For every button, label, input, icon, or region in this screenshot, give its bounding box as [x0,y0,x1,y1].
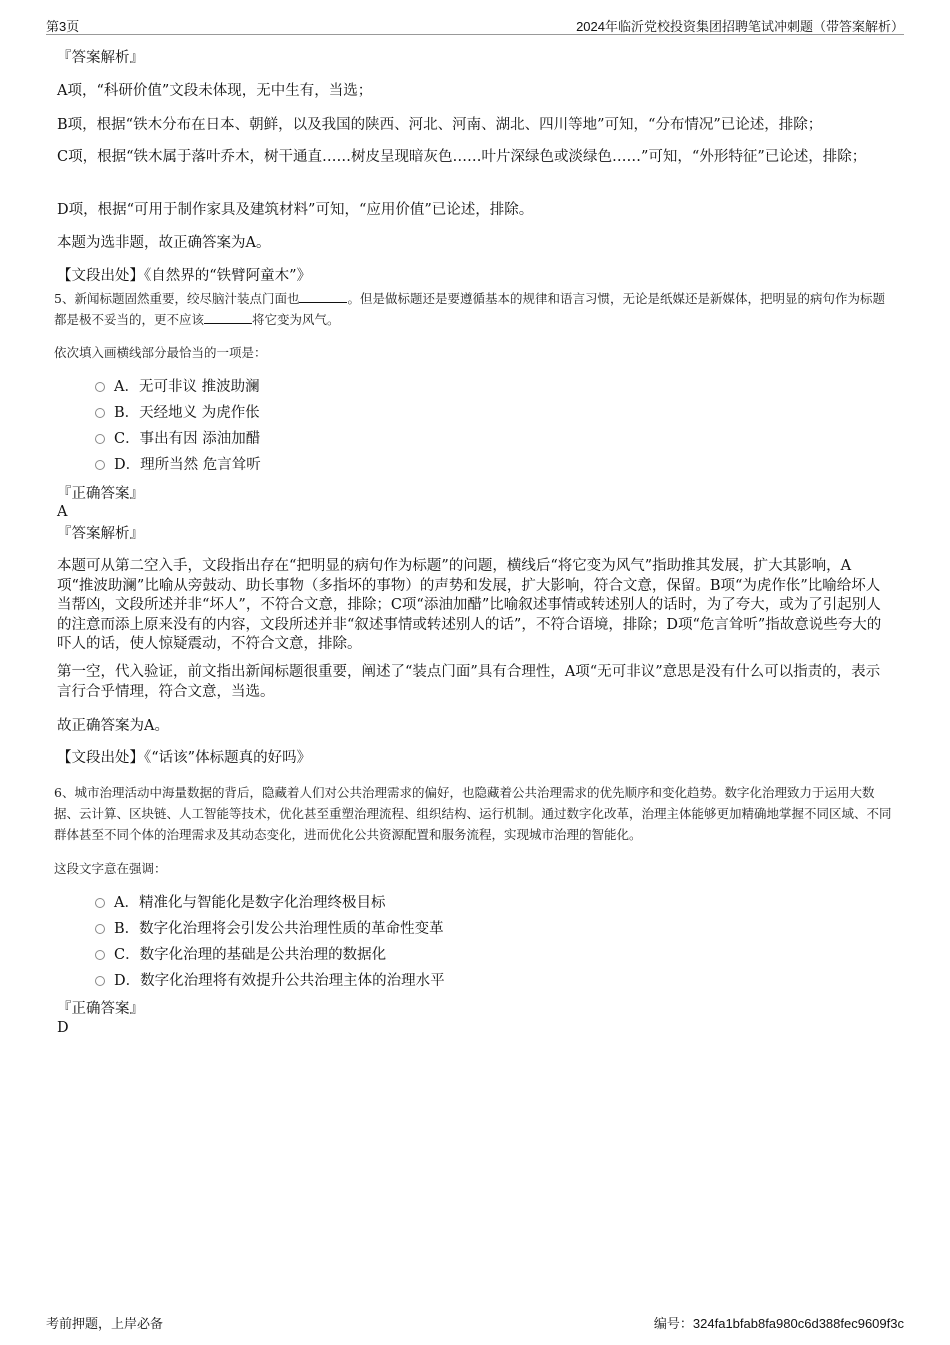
q6-option-c-label: C．数字化治理的基础是公共治理的数据化 [114,947,387,963]
q4-analysis-b: B项，根据“铁木分布在日本、朝鲜，以及我国的陕西、河北、河南、湖北、四川等地”可知，“分布情况”已论述，排除； [57,117,823,133]
q5-option-c[interactable] [95,429,260,449]
radio-icon[interactable] [95,460,105,470]
q5-stem-part2: 。但是做标题还是要遵循基本的规律和语言习惯，无论是纸媒还是新媒体，把明显的病句作为标题都是极不妥当的，更不应该 [54,291,885,327]
radio-icon[interactable] [95,898,105,908]
q6-option-b[interactable] [95,919,444,939]
footer-slogan: 考前押题，上岸必备 [46,1316,164,1331]
q5-stem [54,288,894,330]
q5-stem-part1: 5、新闻标题固然重要，绞尽脑汁装点门面也 [54,291,300,306]
q5-blank-2 [204,311,252,324]
q5-conclusion: 故正确答案为A。 [57,718,169,734]
q5-option-d[interactable] [95,455,261,475]
footer-serial: 编号：324fa1bfab8fa980c6d388fec9609f3c [653,1316,904,1331]
q6-option-b-label: B．数字化治理将会引发公共治理性质的革命性变革 [114,921,444,937]
q5-option-a[interactable] [95,377,260,397]
q6-option-c[interactable] [95,945,386,965]
q5-prompt: 依次填入画横线部分最恰当的一项是： [54,345,267,360]
q6-stem: 6、城市治理活动中海量数据的背后，隐藏着人们对公共治理需求的偏好，也隐藏着公共治理需求的优先顺序和变化趋势。数字化治理致力于运用大数据、云计算、区块链、人工智能等技术，优化甚至重塑治理流程、组织结构、运行机制。通过数字化改革，治理主体能够更加精确地掌握不同区域、不同群体甚至不同个体的治理需求及其动态变化，进而优化公共资源配置和服务流程，实现城市治理的智能化。 [54,785,892,842]
q6-option-a-label: A．精准化与智能化是数字化治理终极目标 [114,895,386,911]
page-footer [46,1313,904,1333]
q6-option-a[interactable] [95,893,385,913]
q5-answer-label: 『正确答案』 [57,486,144,502]
q5-option-d-label: D．理所当然 危言耸听 [114,457,261,473]
q4-source: 【文段出处】《自然界的“铁臂阿童木”》 [57,268,312,284]
q5-blank-1 [299,290,347,303]
page-header [46,14,904,35]
q4-analysis-d: D项，根据“可用于制作家具及建筑材料”可知，“应用价值”已论述，排除。 [57,202,534,218]
q5-stem-part3: 将它变为风气。 [252,312,340,327]
q4-conclusion: 本题为选非题，故正确答案为A。 [57,235,271,251]
q6-answer-label: 『正确答案』 [57,1001,144,1017]
q4-analysis-label: 『答案解析』 [57,50,144,66]
radio-icon[interactable] [95,382,105,392]
q5-analysis-label: 『答案解析』 [57,526,144,542]
q6-option-d-label: D．数字化治理将有效提升公共治理主体的治理水平 [114,973,445,989]
radio-icon[interactable] [95,976,105,986]
q6-prompt: 这段文字意在强调： [54,861,167,876]
q5-option-b-label: B．天经地义 为虎作伥 [114,405,260,421]
q5-option-a-label: A．无可非议 推波助澜 [114,379,260,395]
q4-analysis-c: C项，根据“铁木属于落叶乔木，树干通直……树皮呈现暗灰色……叶片深绿色或淡绿色……”可知，“外形特征”已论述，排除； [57,149,867,165]
q6-option-d[interactable] [95,971,445,991]
q5-option-c-label: C．事出有因 添油加醋 [114,431,261,447]
q5-option-b[interactable] [95,403,260,423]
q5-answer: A [57,504,68,520]
q5-analysis-para2: 第一空，代入验证，前文指出新闻标题很重要，阐述了“装点门面”具有合理性，A项“无可非议”意思是没有什么可以指责的，表示言行合乎情理，符合文意，当选。 [57,664,881,700]
radio-icon[interactable] [95,408,105,418]
q5-analysis-para1: 本题可从第二空入手，文段指出存在“把明显的病句作为标题”的问题，横线后“将它变为风气”指助推其发展，扩大其影响，A项“推波助澜”比喻从旁鼓动、助长事物（多指坏的事物）的声势和发展，扩大影响，符合文意，保留。B项“为虎作伥”比喻给坏人当帮凶，文段所述并非“坏人”，不符合文意，排除；C项“添油加醋”比喻叙述事情或转述别人的话时，为了夸大，或为了引起别人的注意而添上原来没有的内容，文段所述并非“叙述事情或转述别人的话”，不符合语境，排除；D项“危言耸听”指故意说些夸大的吓人的话，使人惊疑震动，不符合文意，排除。 [57,558,882,652]
page-number: 第3页 [46,19,80,34]
document-title: 2024年临沂党校投资集团招聘笔试冲刺题（带答案解析） [576,19,904,34]
q5-source: 【文段出处】《“话该”体标题真的好吗》 [57,750,312,766]
radio-icon[interactable] [95,434,105,444]
q6-answer: D [57,1020,69,1036]
q4-analysis-a: A项，“科研价值”文段未体现，无中生有，当选； [57,83,373,99]
radio-icon[interactable] [95,924,105,934]
radio-icon[interactable] [95,950,105,960]
